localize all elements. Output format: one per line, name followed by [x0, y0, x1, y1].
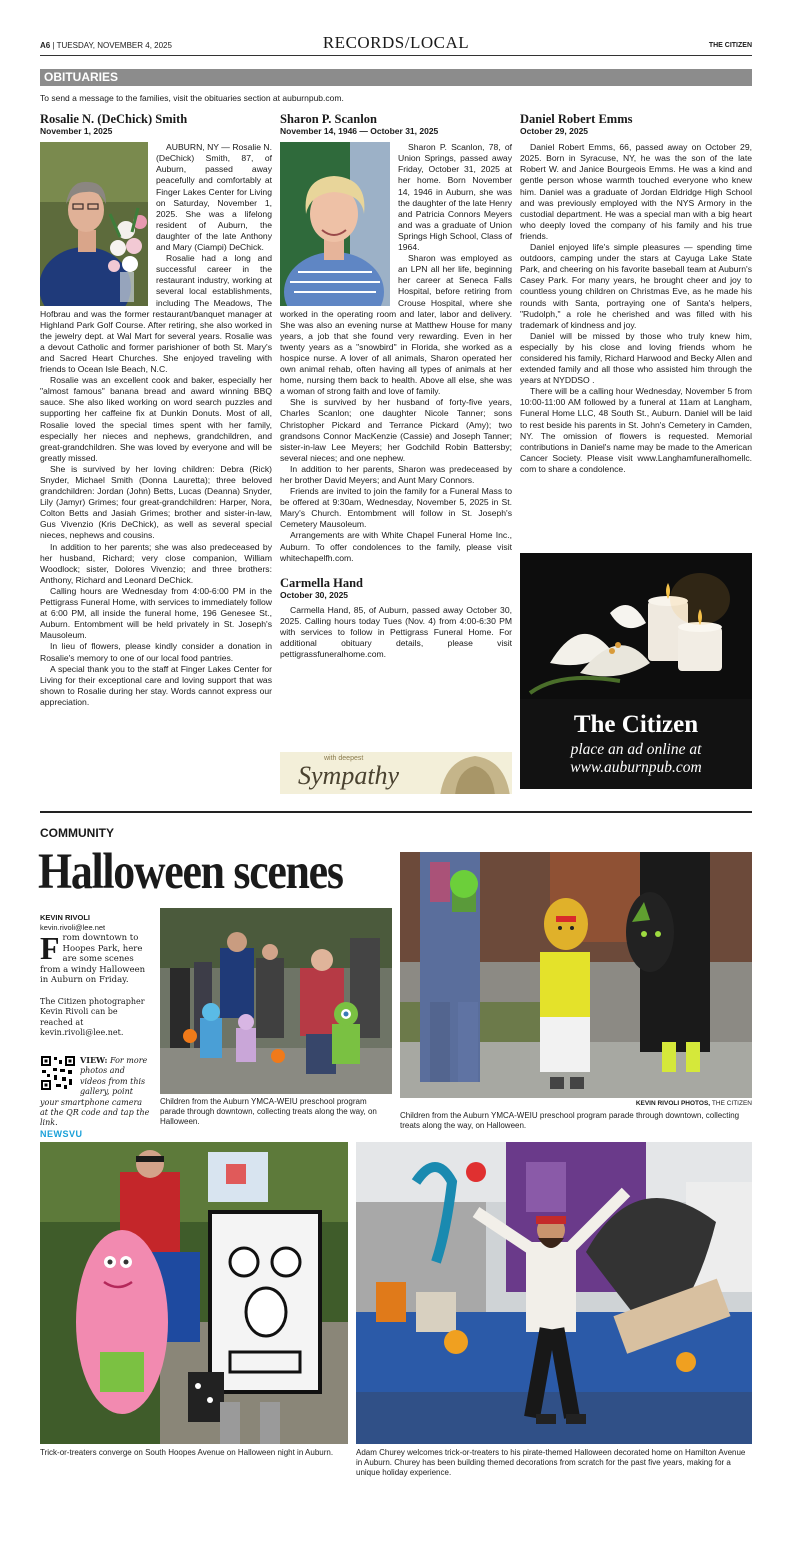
sympathy-big: Sympathy [298, 761, 400, 790]
obit-name: Carmella Hand [280, 575, 363, 590]
citizen-ad[interactable] [520, 553, 752, 789]
obituaries-banner: OBITUARIES [40, 69, 752, 86]
sympathy-small: with deepest [324, 755, 364, 762]
obit-paragraph: She is survived by her husband of forty-five years, Charles Scanlon; one daughter Nicole Tanner; sons Christopher Pickard and Terrance Pickard (Amy); two grandsons Connor MacKenzie (Cassie) and Joseph Tanner; sister-in-law Lee Meyers; her Godchild Robin Battersby; several nieces; and one nephew. [280, 397, 512, 463]
flower-icon [435, 752, 512, 794]
dropcap: F [40, 930, 60, 966]
sympathy-banner [280, 752, 512, 794]
story-body [40, 930, 152, 986]
obit-paragraph: Carmella Hand, 85, of Auburn, passed away October 30, 2025. Calling hours today Tues (Nov. 4) from 4:00-6:30 PM with services to follow in Pettigrass Funeral Home. For additional obituary details, please visit pettigrassfuneralhome.com. [280, 604, 512, 660]
page-folio: A6 | TUESDAY, NOVEMBER 4, 2025 [40, 41, 172, 50]
obit-paragraph: In addition to her parents; she was also predeceased by her husband, Richard; very close companion, William Woodlock; sister, Dolores Vivenzio; and three brothers: Anthony, Richard and Leonard DeChick. [40, 541, 272, 585]
obit-smith [40, 114, 272, 708]
parade-photo-large [400, 852, 752, 1098]
obit-paragraph: Sharon was employed as an LPN all her life, beginning her career at Seneca Falls Hospital, before retiring from Crouse Hospital, where she worked in the operating room and later, labor and delivery. She was also an evening nurse at Matthew House for many years, a job that she found very rewarding. Even in her twenty years as a "snowbird" in Florida, she worked as a hospice nurse. A lover of all animals, Sharon operated her own animal rehab, often having all types of animals at her home, nursing them back to health. Above all else, she was a woman of strong faith and love of family. [280, 253, 512, 397]
ad-url[interactable]: www.auburnpub.com [570, 759, 702, 776]
obit-paragraph: There will be a calling hour Wednesday, November 5 from 10:00-11:00 AM followed by a funeral at 11am at Langham, Funeral Home LLC, 48 South St., Auburn. Daniel will be laid to rest beside his parents in St. John's Cemetery in Camden, NY. The omission of flowers is requested. Memorial contributions in Daniel's name may be made to the American Cancer Society. Please visit www.Langhamfuneralhomellc. com to share a condolence. [520, 386, 752, 474]
byline-name: KEVIN RIVOLI [40, 913, 91, 922]
section-title: RECORDS/LOCAL [322, 33, 470, 52]
obit-paragraph: Daniel will be missed by those who truly knew him, especially by his close and loving friends whom he considered his family, Richard Harwood and Becky Allen and extended family and all those who assisted him through the years at NYDDSO . [520, 330, 752, 386]
byline-email[interactable]: kevin.rivoli@lee.net [40, 923, 106, 932]
credit-name: KEVIN RIVOLI PHOTOS, [635, 1100, 711, 1107]
obit-paragraph: Rosalie had a long and successful career in the restaurant industry, working at several local establishments, including The Meadows, The Hofbrau and was the former restaurant/banquet manager at Highland Park Golf Course. After retiring, she also worked in the jewelry dept. at Wal Mart for several years. Rosalie was a devout Catholic and former parishioner of both St. Mary's and Sacred Heart Churches. She enjoyed traveling with friends to Ocean Isle Beach, N.C. [40, 253, 272, 375]
obit-date: November 1, 2025 [40, 126, 113, 137]
ad-brand: The Citizen [573, 711, 699, 738]
candles-lily-image [520, 553, 752, 699]
obit-paragraph: In lieu of flowers, please kindly consider a donation in Rosalie's memory to one of our local food pantries. [40, 641, 272, 663]
obit-paragraph: She is survived by her loving children: Debra (Rick) Snyder, Michael Smith (Donna Lauretta); three beloved grandchildren: Jordan (John) Betts, Lucas (Deanna) Snyder, Lily (Jamyr) Grimes; four great-grandchildren: Harper, Nora, Colton Betts and Jasiah Grimes; brother and sister-in-law, Gus Vivenzio (Kris DeChick), as well as several special nieces, nephews and cousins. [40, 463, 272, 541]
photo-caption: Adam Churey welcomes trick-or-treaters to his pirate-themed Halloween decorated home on Hamilton Avenue in Auburn. Churey has been building themed decorations from scratch for the past five years, making for a unique holiday experience. [356, 1448, 746, 1477]
issue-date: TUESDAY, NOVEMBER 4, 2025 [56, 41, 172, 50]
pirate-house-photo [356, 1142, 752, 1444]
obit-date: October 30, 2025 [280, 589, 349, 600]
portrait-scanlon-photo [280, 142, 390, 306]
obit-paragraph: Calling hours are Wednesday from 4:00-6:00 PM in the Pettigrass Funeral Home, with services to immediately follow at 6:00 PM, all inside the funeral home, 196 Genesee St., Auburn. Entombment will be held privately in St. Joseph's Mausoleum. [40, 585, 272, 641]
obit-name: Sharon P. Scanlon [280, 112, 377, 126]
qr-code-icon[interactable] [40, 1055, 76, 1091]
page-number: A6 [40, 41, 51, 50]
section-divider [40, 811, 752, 813]
photo-caption: Trick-or-treaters converge on South Hoopes Avenue on Halloween night in Auburn. [40, 1448, 334, 1457]
credit-outlet: THE CITIZEN [711, 1100, 752, 1107]
obit-name: Daniel Robert Emms [520, 112, 633, 126]
ad-line1: place an ad online at [570, 741, 702, 758]
obit-paragraph: In addition to her parents, Sharon was predeceased by her brother David Meyers; and Aunt Mary Connors. [280, 463, 512, 485]
photo-caption: Children from the Auburn YMCA-WEIU preschool program parade through downtown, collecting treats along the way, on Halloween. [400, 1111, 740, 1130]
obit-paragraph: Rosalie was an excellent cook and baker, especially her "almost famous" banana bread and award winning BBQ sauce. She also liked working on word search puzzles and supporting her caffeine fix at Dunkin Donuts. Most of all, Rosalie loved the special times spent with her family, especially her nieces and nephews, grandchildren, and great-grandchildren. She was loved by everyone and will be greatly missed. [40, 375, 272, 463]
photo-caption: Children from the Auburn YMCA-WEIU preschool program parade through downtown, collecting treats along the way, on Halloween. [160, 1097, 377, 1126]
newsvu-logo: NEWSVU [40, 1128, 83, 1139]
photographer-note: The Citizen photographer Kevin Rivoli can be reached at kevin.rivoli@lee.net. [40, 997, 145, 1038]
obit-scanlon [280, 114, 512, 660]
headline: Halloween scenes [38, 844, 343, 900]
photo-credit [636, 1100, 752, 1107]
obit-paragraph: Daniel Robert Emms, 66, passed away on October 29, 2025. Born in Syracuse, NY, he was the son of the late Robert W. and Janice Bourgeois Emms. He was a kind and gentle person whose warmth touched everyone who knew him. Daniel was a graduate of Jordan Eldridge High School and was previously employed with the NYS Armory in the custodial department. He was a special man with a big heart who deeply loved the company of his family and his true friends. [520, 142, 752, 241]
parade-photo-small [160, 908, 392, 1094]
portrait-smith-photo [40, 142, 148, 306]
obit-paragraph: Friends are invited to join the family for a Funeral Mass to be offered at 9:30am, Wednesday, November 5, 2025 in St. Mary's Church. Entombment will follow in St. Joseph's Cemetery Mausoleum. [280, 486, 512, 530]
trick-or-treaters-photo [40, 1142, 348, 1444]
obituaries-intro: To send a message to the families, visit the obituaries section at auburnpub.com. [40, 93, 344, 103]
obit-date: November 14, 1946 — October 31, 2025 [280, 126, 439, 137]
obit-paragraph: AUBURN, NY — Rosalie N. (DeChick) Smith, 87, of Auburn, passed away peacefully and comfortably at Finger Lakes Center for Living on Saturday, November 1, 2025. She was a lifelong resident of Auburn, the daughter of the late Anthony and Mary (Ciampi) DeChick. [156, 142, 272, 253]
obit-paragraph: Sharon P. Scanlon, 78, of Union Springs, passed away Friday, October 31, 2025 at her home. Born November 14, 1946 in Auburn, she was the daughter of the late Henry and Patricia Connors Meyers and was a graduate of Union Springs High School, Class of 1964. [398, 142, 512, 253]
view-label: VIEW: [80, 1055, 108, 1065]
section-kicker: COMMUNITY [40, 826, 114, 840]
obit-paragraph: Daniel enjoyed life's simple pleasures — spending time outdoors, camping under the stars at Cayuga Lake State Park, and cheering on his favorite baseball team at Auburn's Casey Park. For many years, he brought cheer and joy to countless young children on Christmas Eve, as he made his rounds with Santa, portraying one of Santa's helpers, "Rudolph," a role he cherished and was filled with his trademark of kindness and joy. [520, 242, 752, 330]
obit-date: October 29, 2025 [520, 126, 589, 137]
obit-emms [520, 114, 752, 475]
story-text: rom downtown to Hoopes Park, here are some scenes from a windy Halloween in Auburn on Friday. [40, 933, 146, 986]
view-gallery-block [40, 1055, 152, 1139]
publication-name: THE CITIZEN [708, 42, 752, 49]
obit-paragraph: Arrangements are with White Chapel Funeral Home Inc., Auburn. To offer condolences to the family, please visit whitechapelfh.com. [280, 530, 512, 563]
header-rule [40, 55, 752, 56]
view-text: For more photos and videos from this gallery, point your smartphone camera at the QR code and tap the link. [40, 1056, 150, 1128]
obit-paragraph: A special thank you to the staff at Finger Lakes Center for Living for their exceptional care and loving support that was shown to Rosalie during her stay. Words cannot express our appreciation. [40, 663, 272, 707]
obit-name: Rosalie N. (DeChick) Smith [40, 112, 188, 126]
